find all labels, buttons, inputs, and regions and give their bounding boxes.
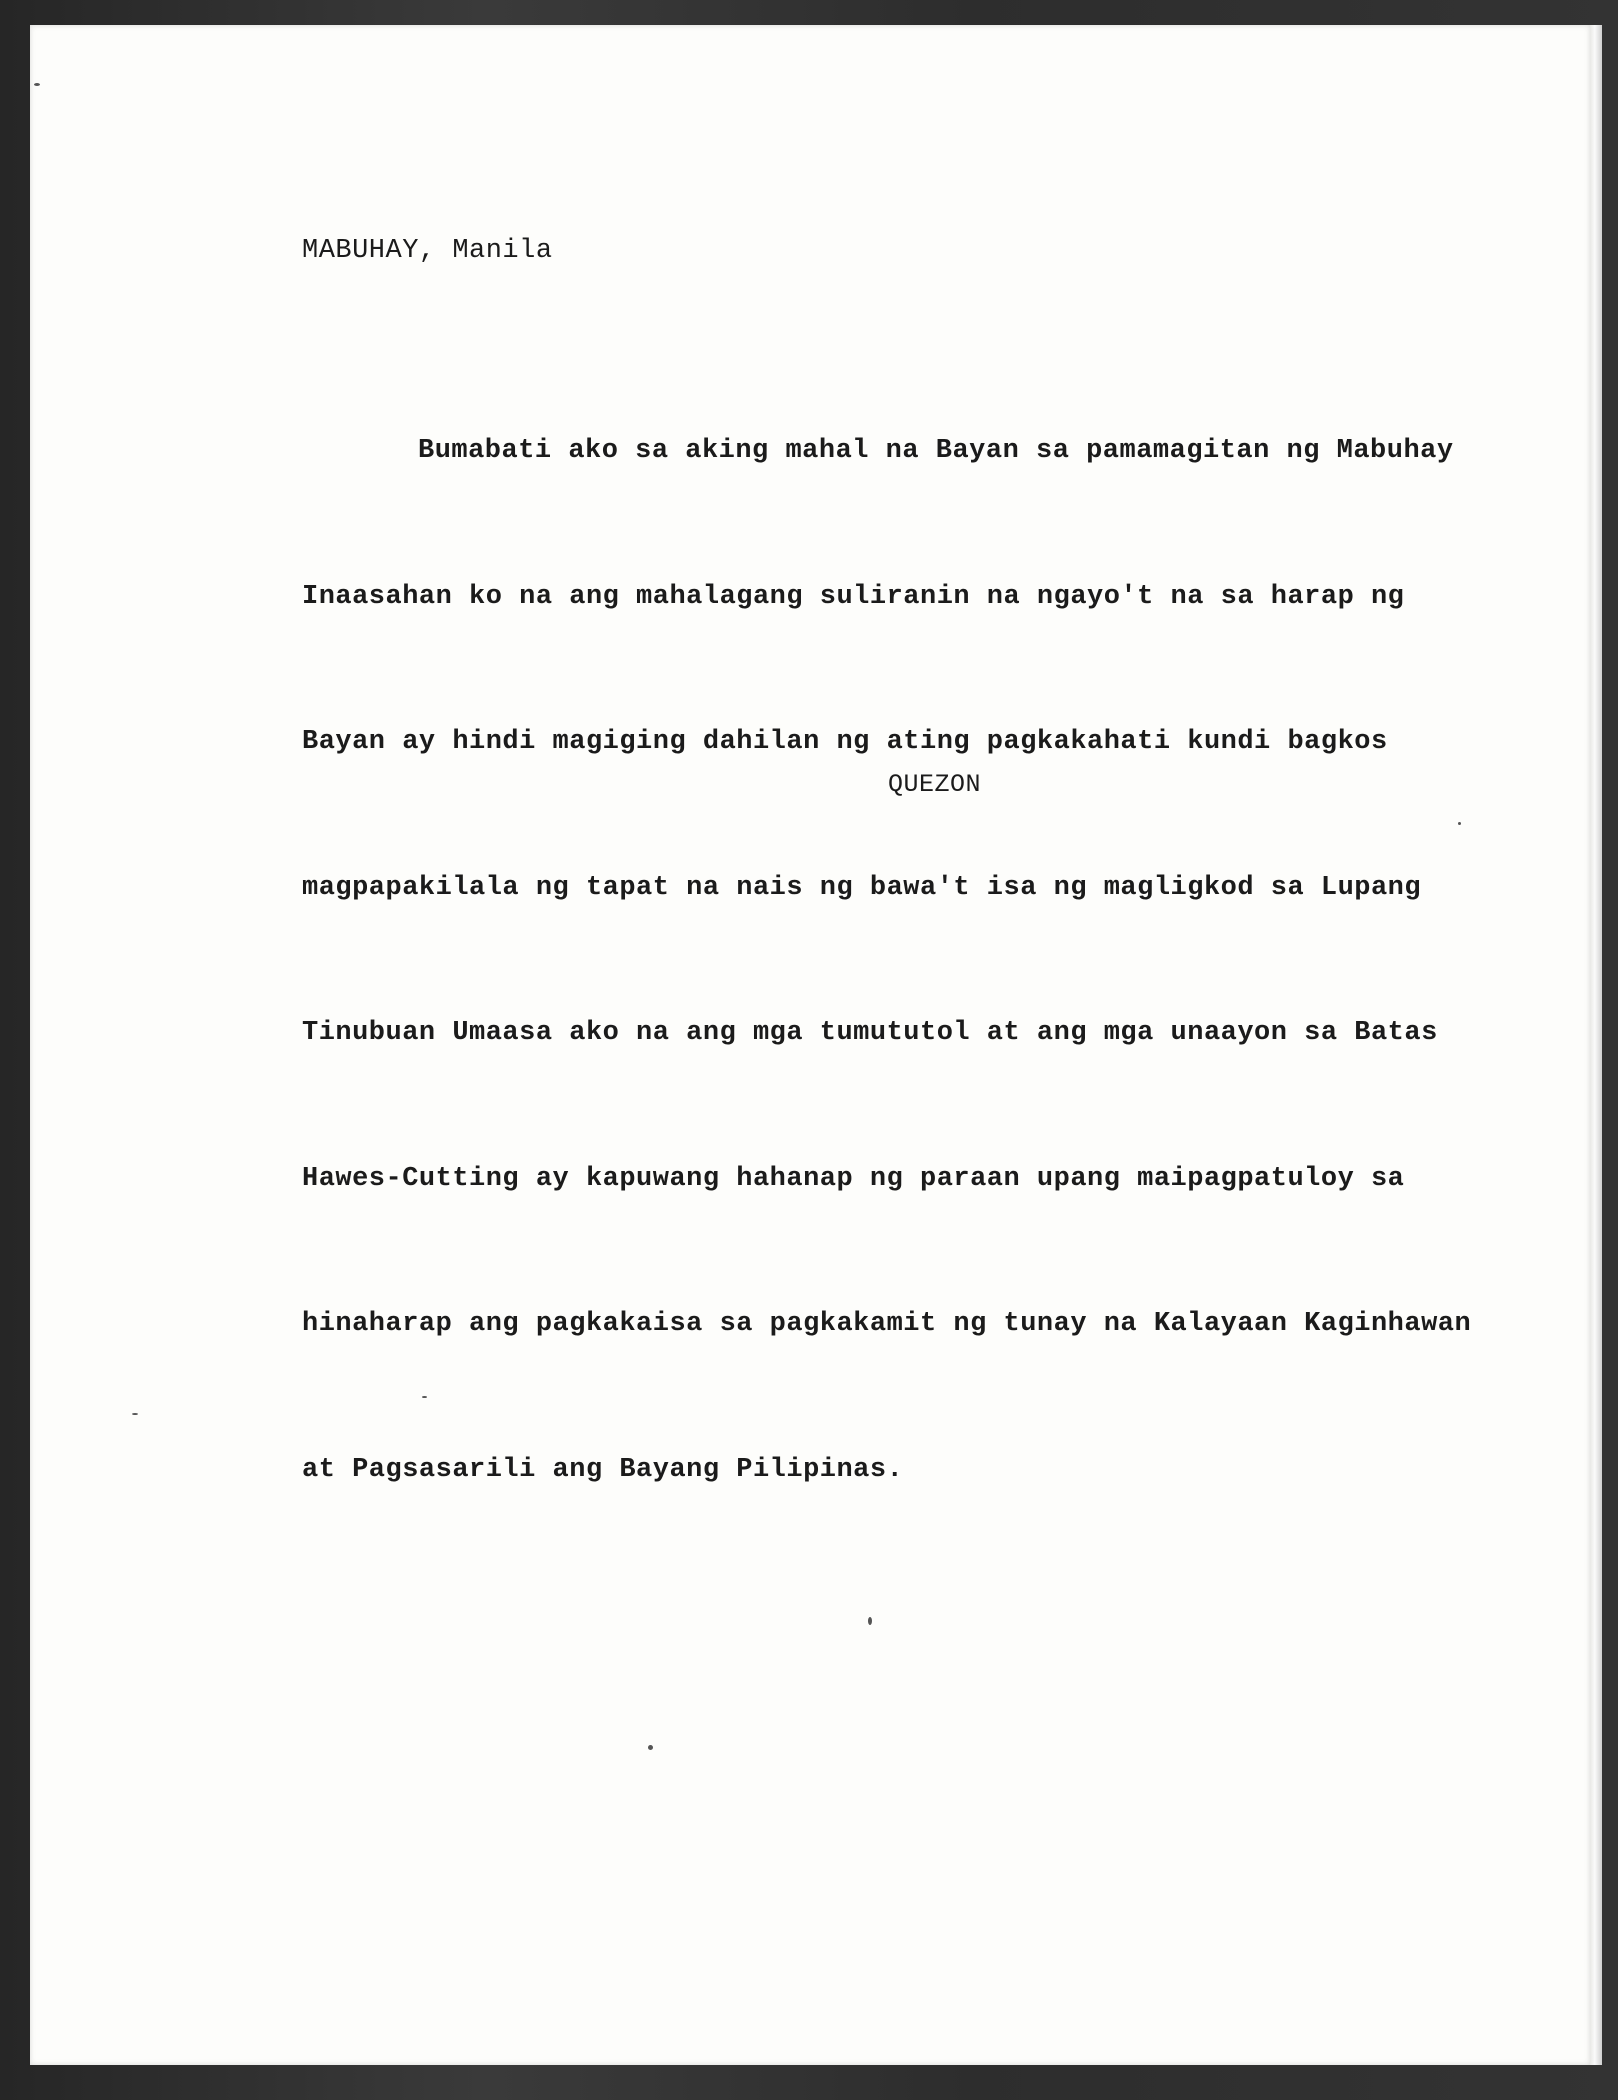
letter-body (302, 330, 1471, 1543)
body-line: Hawes-Cutting ay kapuwang hahanap ng paraan upang maipagpatuloy sa (302, 1163, 1405, 1194)
paper-edge (1590, 25, 1602, 2065)
body-line: Inaasahan ko na ang mahalagang suliranin na ngayo't na sa harap ng (302, 581, 1405, 612)
signature: QUEZON (888, 770, 982, 799)
body-line: at Pagsasarili ang Bayang Pilipinas. (302, 1454, 904, 1485)
body-line: hinaharap ang pagkakaisa sa pagkakamit ng tunay na Kalayaan Kaginhawan (302, 1309, 1472, 1339)
scan-speck (868, 1617, 872, 1625)
scan-speck (132, 1413, 138, 1415)
body-line: Tinubuan Umaasa ako na ang mga tumututol at ang mga unaayon sa Batas (302, 1018, 1438, 1048)
body-line: Bayan ay hindi magiging dahilan ng ating pagkakahati kundi bagkos (302, 727, 1388, 757)
salutation: MABUHAY, Manila (302, 236, 553, 266)
scan-speck (1458, 822, 1461, 825)
body-line: Bumabati ako sa aking mahal na Bayan sa pamamagitan ng Mabuhay (418, 436, 1454, 466)
scan-speck (422, 1396, 427, 1398)
scan-speck (34, 83, 40, 86)
scan-speck (648, 1745, 653, 1750)
body-line: magpapakilala ng tapat na nais ng bawa't isa ng magligkod sa Lupang (302, 872, 1422, 903)
